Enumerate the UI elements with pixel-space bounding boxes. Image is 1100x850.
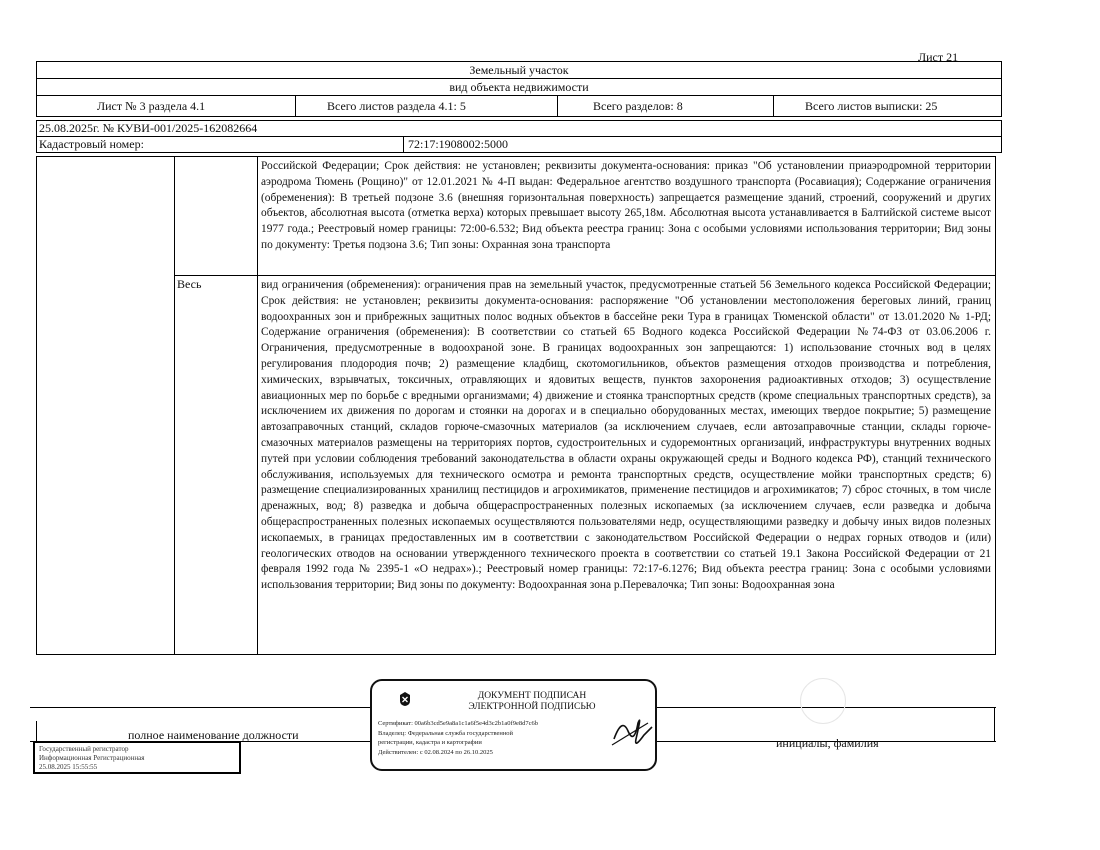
total-sheets-section: Всего листов раздела 4.1: 5 xyxy=(327,99,466,113)
certificate-line: регистрации, кадастра и картографии xyxy=(378,739,482,746)
restrictions-table xyxy=(36,156,996,655)
row-divider xyxy=(174,275,995,276)
column-divider xyxy=(257,157,258,654)
certificate-line: Владелец: Федеральная служба государственной xyxy=(378,729,514,737)
total-sections: Всего разделов: 8 xyxy=(593,99,683,113)
sheet-number: Лист 21 xyxy=(918,50,959,64)
watermark-circle xyxy=(800,678,846,724)
handwritten-signature-icon xyxy=(608,709,656,753)
registrar-line-3: 25.08.2025 15:55:55 xyxy=(39,763,98,771)
cadastral-number: 72:17:1908002:5000 xyxy=(403,137,1004,152)
signature-top-line xyxy=(30,707,370,708)
certificate-line: Действителен: с 02.08.2024 по 26.10.2025 xyxy=(378,748,493,756)
initials-caption: инициалы, фамилия xyxy=(776,736,879,750)
restriction-text-water-zone: вид ограничения (обременения): ограничения прав на земельный участок, предусмотренные статьей 56 Земельного кодекса Российской Федерации; Срок действия: не установлен; реквизиты документа-основания: распоряжение "Об установлении местоположения береговых линий, границ водоохранных зон и прибрежных защитных полос водных объектов в бассейне реки Тура в границах Тюменской области" от 13.01.2020 № 1-РД; Содержание ограничения (обременения): В соответствии со статьей 65 Водного кодекса Российской Федерации №74-ФЗ от 03.06.2006 г. Ограничения, предусмотренные в водоохраной зоне. В границах водоохранных зон запрещаются: 1) использование сточных вод в целях регулирования плодородия почв; 2) размещение кладбищ, скотомогильников, объектов размещения отходов производства и потребления, химических, взрывчатых, токсичных, отравляющих и ядовитых веществ, пунктов захоронения радиоактивных отходов; 3) осуществление авиационных мер по борьбе с вредными организмами; 4) движение и стоянка транспортных средств (кроме специальных транспортных средств), за исключением их движения по дорогам и стоянки на дорогах и в специально оборудованных местах, имеющих твердое покрытие; 5) размещение автозаправочных станций, складов горюче-смазочных материалов (за исключением случаев, если автозаправочные станции, склады горюче-смазочных материалов размещены на территориях портов, судостроительных и судоремонтных организаций, инфраструктуры внутренних водных путей при условии соблюдения требований законодательства в области охраны окружающей среды и Водного кодекса РФ), станций технического обслуживания, используемых для технического осмотра и ремонта транспортных средств, осуществление мойки транспортных средств; 6) размещение специализированных хранилищ пестицидов и агрохимикатов, применение пестицидов и агрохимикатов; 7) сброс сточных, в том числе дренажных, вод; 8) разведка и добыча общераспространенных полезных ископаемых (за исключением случаев, если разведка и добыча общераспространенных полезных ископаемых осуществляются пользователями недр, осуществляющими разведку и добычу иных видов полезных ископаемых, в границах предоставленных им в соответствии с законодательством Российской Федерации о недрах горных отводов и (или) геологических отводов на основании утвержденного технического проекта в соответствии со статьей 19.1 Закона Российской Федерации от 21 февраля 1992 года № 2395-1 «О недрах»).; Реестровый номер границы: 72:17-6.1276; Вид объекта реестра границ: Зона с особыми условиями использования территории; Вид зоны по документу: Водоохранная зона р.Перевалочка; Тип зоны: Водоохранная зона xyxy=(261,279,991,592)
cadastral-label: Кадастровый номер: xyxy=(39,137,144,151)
electronic-signature-stamp xyxy=(370,679,657,771)
registrar-line-2: Информационная Регистрационная xyxy=(39,754,145,762)
divider xyxy=(773,95,774,117)
border-tick xyxy=(994,707,996,741)
registrar-box xyxy=(33,741,241,774)
total-sheets-extract: Всего листов выписки: 25 xyxy=(805,99,938,113)
divider xyxy=(295,95,296,117)
restriction-text-airfield: Российской Федерации; Срок действия: не установлен; реквизиты документа-основания: приказ "Об установлении приаэродромной территории аэродрома Тюмень (Рощино)" от 12.01.2021 № 4-П выдан: Федеральное агентство воздушного транспорта (Росавиация); Содержание ограничения (обременения): В третьей подзоне 3.6 (внешняя горизонтальная поверхность) запрещается размещение зданий, строений, сооружений и других объектов, абсолютная высота (отметка верха) которых превышает высоту 265,18м. Абсолютная высота устанавливается в Балтийской системе высот 1977 года.; Реестровый номер границы: 72:00-6.532; Вид объекта реестра границ: Зона с особыми условиями использования территории; Вид зоны по документу: Третья подзона 3.6; Тип зоны: Охранная зона транспорта xyxy=(261,160,991,251)
extract-date-number: 25.08.2025г. № КУВИ-001/2025-162082664 xyxy=(36,120,1002,137)
section-info-row xyxy=(36,95,1002,117)
border-tick xyxy=(36,721,38,741)
stamp-title xyxy=(462,691,602,713)
stamp-title-line-1: ДОКУМЕНТ ПОДПИСАН xyxy=(477,691,587,701)
certificate-details xyxy=(378,719,608,757)
cadastral-row xyxy=(36,136,1002,153)
divider xyxy=(557,95,558,117)
sheet-of-section: Лист № 3 раздела 4.1 xyxy=(97,99,206,113)
certificate-line: Сертификат: 00a6b3cd5e9a8a1c1a6f5e4d3c2b1a0f9e8d7c6b xyxy=(378,720,538,727)
restriction-scope: Весь xyxy=(177,277,202,291)
stamp-title-line-2: ЭЛЕКТРОННОЙ ПОДПИСЬЮ xyxy=(468,702,596,712)
position-caption: полное наименование должности xyxy=(128,728,299,742)
object-title: Земельный участок xyxy=(36,61,1002,79)
emblem-icon xyxy=(398,691,412,707)
column-divider xyxy=(174,157,175,654)
object-kind-caption: вид объекта недвижимости xyxy=(36,78,1002,96)
registrar-line-1: Государственный регистратор xyxy=(39,745,129,753)
